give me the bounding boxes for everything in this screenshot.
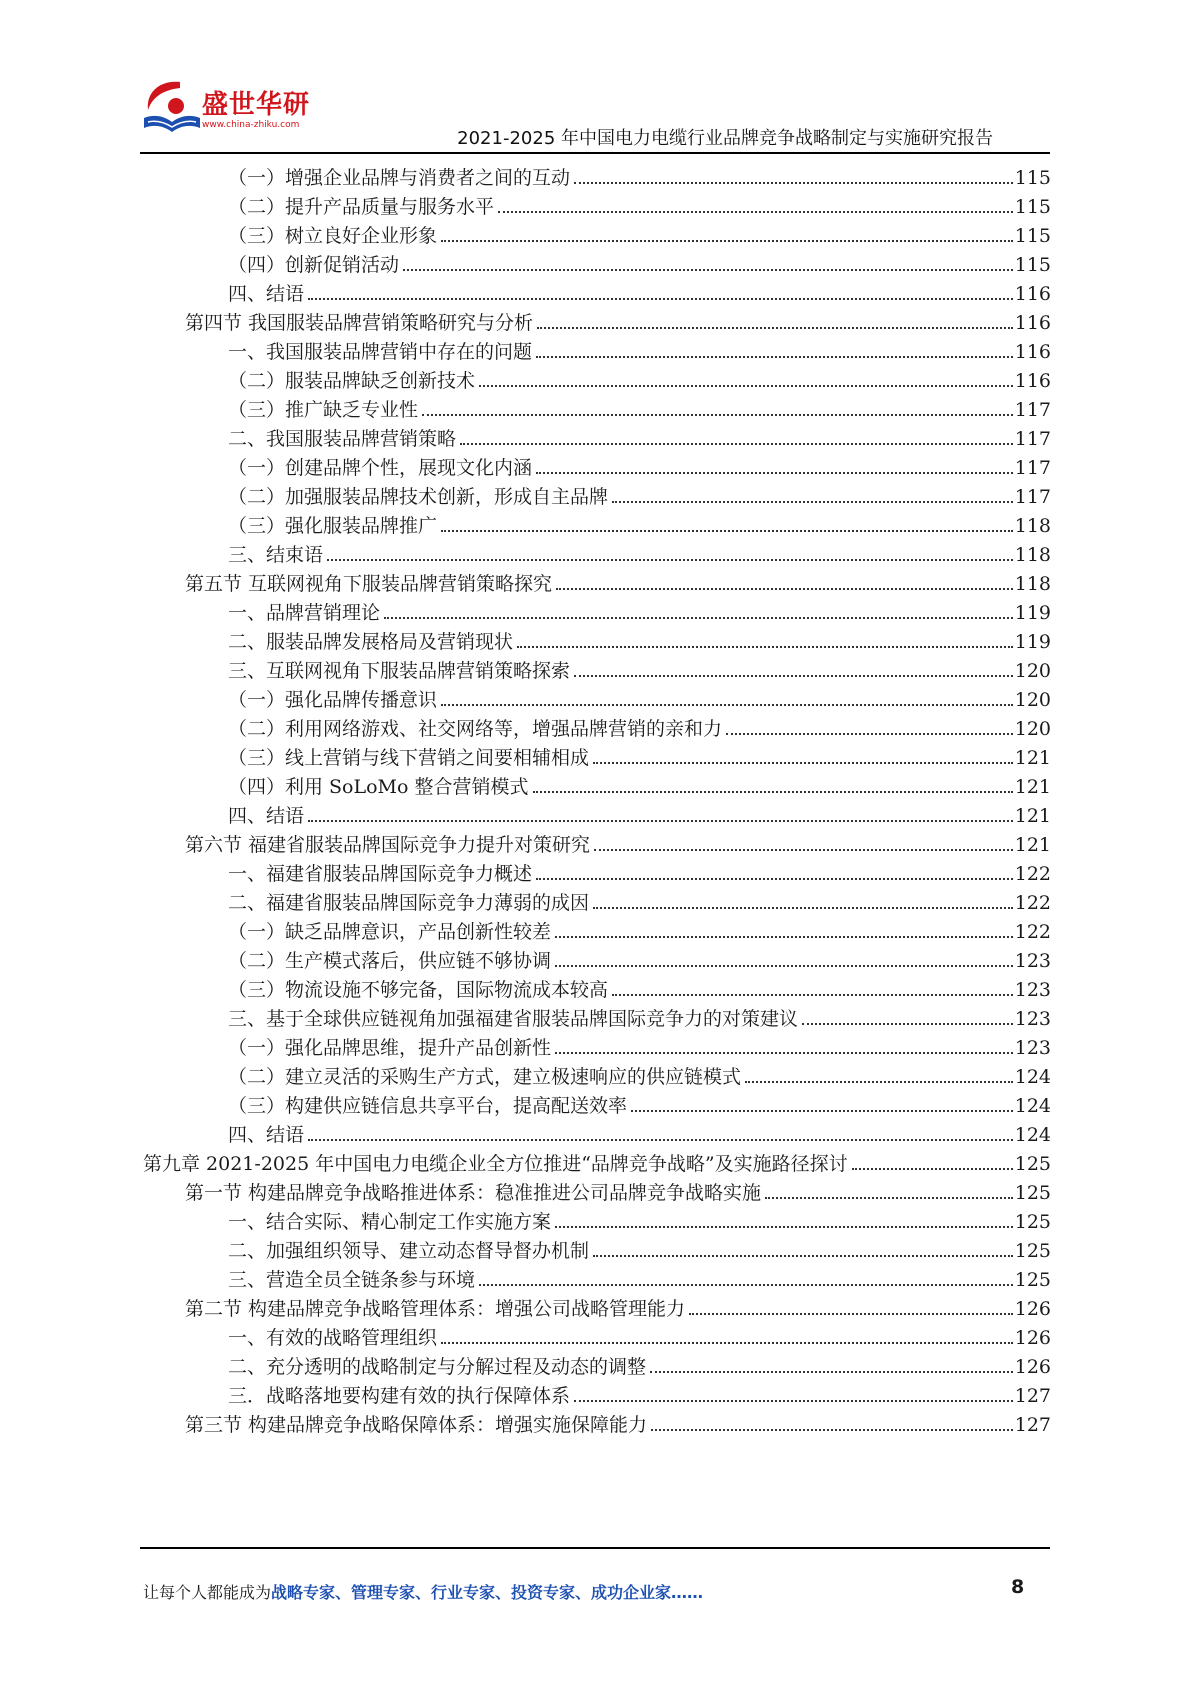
footer-slogan-prefix: 让每个人都能成为 [143,1583,272,1602]
toc-entry-title: （二）提升产品质量与服务水平 [228,196,495,218]
toc-entry[interactable] [228,855,1051,886]
toc-entry[interactable] [228,507,1051,538]
toc-dot-leader [612,993,1013,996]
page-header [0,0,1191,160]
toc-entry[interactable] [185,1174,1051,1205]
toc-entry-page: 121 [1014,805,1051,827]
toc-entry-page: 116 [1014,312,1051,334]
toc-dot-leader [441,529,1013,532]
toc-entry-title: （二）利用网络游戏、社交网络等，增强品牌营销的亲和力 [228,718,723,740]
toc-entry[interactable] [228,1377,1051,1408]
toc-dot-leader [556,587,1013,590]
toc-entry-title: （三）树立良好企业形象 [228,225,438,247]
toc-entry-title: （一）创建品牌个性，展现文化内涵 [228,457,533,479]
toc-entry-page: 119 [1014,602,1051,624]
toc-entry-title: （二）加强服装品牌技术创新，形成自主品牌 [228,486,609,508]
toc-dot-leader [384,616,1013,619]
toc-entry-title: 四、结语 [228,283,305,305]
toc-entry[interactable] [228,797,1051,828]
toc-entry-page: 118 [1014,544,1051,566]
toc-entry-page: 127 [1014,1414,1051,1436]
toc-entry-page: 117 [1014,428,1051,450]
toc-entry-title: 一、福建省服装品牌国际竞争力概述 [228,863,533,885]
toc-entry-title: （四）创新促销活动 [228,254,400,276]
toc-entry-page: 121 [1014,747,1051,769]
toc-dot-leader [422,413,1013,416]
toc-dot-leader [441,1341,1013,1344]
toc-entry-title: 第三节 构建品牌竞争战略保障体系：增强实施保障能力 [185,1414,648,1436]
toc-dot-leader [852,1167,1013,1170]
toc-dot-leader [631,1109,1013,1112]
toc-dot-leader [441,703,1013,706]
toc-entry[interactable] [228,159,1051,190]
toc-entry-title: （三）物流设施不够完备，国际物流成本较高 [228,979,609,1001]
toc-entry-title: （四）利用 SoLoMo 整合营销模式 [228,776,529,798]
toc-entry-title: 三、基于全球供应链视角加强福建省服装品牌国际竞争力的对策建议 [228,1008,799,1030]
toc-dot-leader [479,1283,1013,1286]
toc-entry[interactable] [228,275,1051,306]
toc-entry[interactable] [185,1406,1051,1437]
toc-entry-page: 121 [1014,776,1051,798]
toc-dot-leader [327,558,1013,561]
toc-entry-title: 第一节 构建品牌竞争战略推进体系：稳准推进公司品牌竞争战略实施 [185,1182,762,1204]
toc-dot-leader [403,268,1013,271]
toc-entry[interactable] [185,304,1051,335]
toc-entry-title: 二、福建省服装品牌国际竞争力薄弱的成因 [228,892,590,914]
toc-dot-leader [460,442,1013,445]
toc-entry-title: 三、互联网视角下服装品牌营销策略探索 [228,660,571,682]
toc-dot-leader [651,1428,1013,1431]
toc-entry-title: 四、结语 [228,805,305,827]
toc-dot-leader [536,877,1013,880]
toc-entry[interactable] [228,420,1051,451]
toc-entry-page: 123 [1014,979,1051,1001]
toc-dot-leader [555,964,1013,967]
toc-entry-title: （一）增强企业品牌与消费者之间的互动 [228,167,571,189]
toc-dot-leader [650,1370,1013,1373]
document-title: 2021-2025 年中国电力电缆行业品牌竞争战略制定与实施研究报告 [457,128,993,149]
toc-entry-page: 120 [1014,718,1051,740]
toc-entry[interactable] [228,536,1051,567]
toc-entry-page: 121 [1014,834,1051,856]
toc-dot-leader [533,790,1013,793]
toc-entry-page: 116 [1014,283,1051,305]
toc-dot-leader [726,732,1013,735]
toc-entry-page: 115 [1014,167,1051,189]
toc-entry[interactable] [228,217,1051,248]
toc-entry-page: 123 [1014,950,1051,972]
toc-dot-leader [555,1225,1013,1228]
toc-entry-title: 二、加强组织领导、建立动态督导督办机制 [228,1240,590,1262]
toc-entry-title: 一、结合实际、精心制定工作实施方案 [228,1211,552,1233]
toc-entry-page: 115 [1014,225,1051,247]
toc-dot-leader [574,181,1013,184]
brand-url: www.china-zhiku.com [202,120,300,130]
toc-entry-page: 126 [1014,1327,1051,1349]
toc-entry[interactable] [143,1145,1051,1176]
toc-entry-page: 119 [1014,631,1051,653]
toc-entry-title: 三．战略落地要构建有效的执行保障体系 [228,1385,571,1407]
toc-dot-leader [537,326,1013,329]
toc-entry[interactable] [228,1000,1051,1031]
toc-dot-leader [536,355,1013,358]
toc-entry-page: 117 [1014,486,1051,508]
company-logo [140,78,310,148]
toc-entry-title: 四、结语 [228,1124,305,1146]
toc-entry-title: （三）线上营销与线下营销之间要相辅相成 [228,747,590,769]
toc-entry-page: 125 [1014,1269,1051,1291]
toc-entry-title: 第九章 2021-2025 年中国电力电缆企业全方位推进“品牌竞争战略”及实施路径探讨 [143,1153,848,1175]
book-swoosh-logo-icon [140,78,204,142]
toc-entry-page: 122 [1014,863,1051,885]
toc-entry-title: （一）缺乏品牌意识，产品创新性较差 [228,921,552,943]
toc-entry-page: 127 [1014,1385,1051,1407]
toc-dot-leader [441,239,1013,242]
toc-entry-title: 一、有效的战略管理组织 [228,1327,438,1349]
toc-entry-page: 117 [1014,457,1051,479]
toc-entry-page: 124 [1014,1066,1051,1088]
page-number: 8 [1011,1576,1025,1598]
toc-entry-title: 一、我国服装品牌营销中存在的问题 [228,341,533,363]
toc-entry-title: （二）建立灵活的采购生产方式，建立极速响应的供应链模式 [228,1066,742,1088]
toc-entry[interactable] [228,710,1051,741]
toc-dot-leader [536,471,1013,474]
toc-entry[interactable] [228,1087,1051,1118]
toc-entry[interactable] [228,1203,1051,1234]
toc-entry-page: 126 [1014,1298,1051,1320]
toc-dot-leader [593,906,1013,909]
toc-entry[interactable] [228,478,1051,509]
toc-entry[interactable] [185,1290,1051,1321]
toc-entry-page: 118 [1014,515,1051,537]
toc-entry-page: 120 [1014,660,1051,682]
toc-entry[interactable] [228,449,1051,480]
toc-entry[interactable] [228,652,1051,683]
toc-entry-title: （二）生产模式落后，供应链不够协调 [228,950,552,972]
toc-entry[interactable] [228,768,1051,799]
toc-entry[interactable] [228,971,1051,1002]
toc-entry-title: 三、结束语 [228,544,324,566]
toc-dot-leader [308,297,1013,300]
toc-dot-leader [612,500,1013,503]
toc-dot-leader [689,1312,1013,1315]
toc-entry[interactable] [228,1058,1051,1089]
toc-dot-leader [498,210,1013,213]
toc-entry[interactable] [228,681,1051,712]
brand-name: 盛世华研 [202,90,311,120]
toc-entry-title: 第二节 构建品牌竞争战略管理体系：增强公司战略管理能力 [185,1298,686,1320]
footer-slogan [143,1580,703,1603]
toc-entry[interactable] [228,1261,1051,1292]
toc-entry[interactable] [228,1319,1051,1350]
toc-entry[interactable] [228,1116,1051,1147]
toc-entry-page: 117 [1014,399,1051,421]
toc-entry-page: 115 [1014,196,1051,218]
toc-dot-leader [555,935,1013,938]
toc-entry-page: 116 [1014,341,1051,363]
toc-dot-leader [308,819,1013,822]
toc-entry[interactable] [228,884,1051,915]
toc-entry-page: 125 [1014,1211,1051,1233]
footer-divider [140,1547,1050,1549]
toc-entry-title: 第四节 我国服装品牌营销策略研究与分析 [185,312,534,334]
toc-entry-page: 125 [1014,1182,1051,1204]
toc-entry-page: 124 [1014,1124,1051,1146]
toc-dot-leader [517,645,1013,648]
toc-entry-page: 125 [1014,1240,1051,1262]
toc-entry[interactable] [228,391,1051,422]
toc-entry-title: （三）构建供应链信息共享平台，提高配送效率 [228,1095,628,1117]
toc-dot-leader [765,1196,1013,1199]
toc-entry-page: 115 [1014,254,1051,276]
toc-dot-leader [802,1022,1013,1025]
toc-entry-title: 三、营造全员全链条参与环境 [228,1269,476,1291]
toc-entry[interactable] [228,623,1051,654]
toc-entry-title: 第五节 互联网视角下服装品牌营销策略探究 [185,573,553,595]
toc-entry[interactable] [228,942,1051,973]
toc-entry-page: 120 [1014,689,1051,711]
toc-dot-leader [555,1051,1013,1054]
toc-entry[interactable] [228,739,1051,770]
toc-entry-title: （一）强化品牌思维，提升产品创新性 [228,1037,552,1059]
toc-dot-leader [745,1080,1013,1083]
toc-entry-page: 118 [1014,573,1051,595]
toc-entry-page: 123 [1014,1037,1051,1059]
toc-entry[interactable] [185,826,1051,857]
footer-slogan-highlight: 战略专家、管理专家、行业专家、投资专家、成功企业家…… [271,1583,704,1602]
toc-entry-page: 123 [1014,1008,1051,1030]
header-divider [140,152,1050,154]
toc-entry-title: 二、我国服装品牌营销策略 [228,428,457,450]
toc-entry-title: （一）强化品牌传播意识 [228,689,438,711]
toc-entry-title: 二、充分透明的战略制定与分解过程及动态的调整 [228,1356,647,1378]
toc-entry[interactable] [228,1348,1051,1379]
toc-dot-leader [593,1254,1013,1257]
toc-entry-page: 125 [1014,1153,1051,1175]
toc-entry-page: 126 [1014,1356,1051,1378]
toc-dot-leader [479,384,1013,387]
toc-dot-leader [593,761,1013,764]
toc-entry[interactable] [228,333,1051,364]
toc-entry[interactable] [228,594,1051,625]
toc-entry-title: （二）服装品牌缺乏创新技术 [228,370,476,392]
toc-entry[interactable] [228,188,1051,219]
toc-entry-page: 116 [1014,370,1051,392]
toc-entry-page: 122 [1014,892,1051,914]
toc-entry-title: 二、服装品牌发展格局及营销现状 [228,631,514,653]
toc-entry[interactable] [228,1029,1051,1060]
toc-entry[interactable] [185,565,1051,596]
toc-entry[interactable] [228,913,1051,944]
toc-entry-title: （三）强化服装品牌推广 [228,515,438,537]
toc-entry-page: 124 [1014,1095,1051,1117]
toc-entry-title: （三）推广缺乏专业性 [228,399,419,421]
toc-dot-leader [308,1138,1013,1141]
toc-entry-title: 一、品牌营销理论 [228,602,381,624]
toc-dot-leader [594,848,1013,851]
toc-entry-title: 第六节 福建省服装品牌国际竞争力提升对策研究 [185,834,591,856]
toc-entry-page: 122 [1014,921,1051,943]
toc-entry[interactable] [228,246,1051,277]
toc-dot-leader [574,1399,1013,1402]
toc-dot-leader [574,674,1013,677]
toc-entry[interactable] [228,1232,1051,1263]
toc-entry[interactable] [228,362,1051,393]
